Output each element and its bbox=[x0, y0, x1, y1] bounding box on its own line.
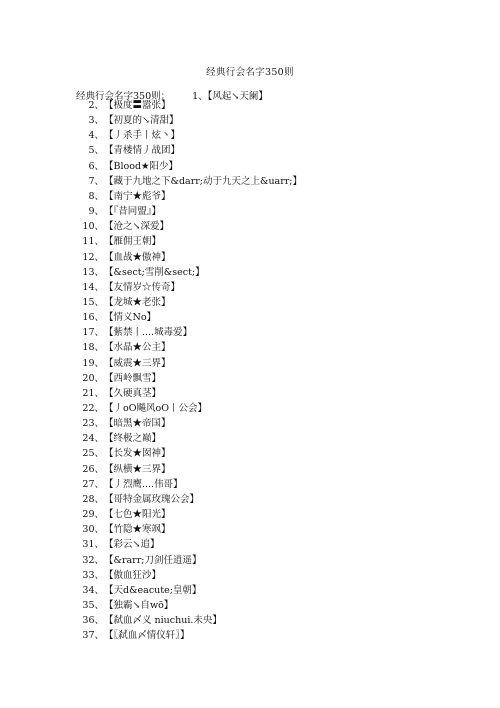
list-item-text: 【水晶★公主】 bbox=[104, 342, 171, 354]
list-item bbox=[0, 373, 161, 385]
list-item-text: 【竹隐★寒飒】 bbox=[104, 524, 171, 536]
list-item-number: 37、 bbox=[82, 630, 104, 642]
list-item bbox=[0, 358, 171, 370]
list-item bbox=[0, 282, 180, 294]
list-item-text: 【终极之巅】 bbox=[104, 433, 162, 445]
list-item bbox=[0, 570, 161, 582]
list-item-text: 【傲血狂沙】 bbox=[104, 569, 162, 581]
list-item-number: 32、 bbox=[82, 554, 104, 566]
list-item bbox=[0, 130, 180, 142]
list-item-text: 【天d&eacute;皇朝】 bbox=[104, 584, 202, 596]
list-item-text: 【沧之↘深爱】 bbox=[104, 221, 169, 233]
list-item-number: 10、 bbox=[82, 221, 104, 233]
list-item bbox=[0, 509, 171, 521]
list-item-number: 20、 bbox=[82, 372, 104, 384]
list-item bbox=[0, 145, 180, 157]
list-item-number: 14、 bbox=[82, 281, 104, 293]
list-item-text: 【长发★囡神】 bbox=[104, 448, 171, 460]
list-item bbox=[0, 600, 173, 612]
list-item-number: 22、 bbox=[82, 403, 104, 414]
list-item bbox=[0, 555, 201, 567]
list-item bbox=[0, 585, 201, 597]
list-item bbox=[0, 221, 169, 233]
list-item bbox=[0, 418, 171, 430]
list-item-number: 31、 bbox=[82, 539, 104, 551]
list-item-text: 【雁佣王朝】 bbox=[104, 236, 162, 248]
list-item bbox=[0, 267, 205, 279]
list-item-text: 【彩云↘追】 bbox=[104, 539, 160, 551]
list-item-number: 19、 bbox=[82, 357, 104, 369]
list-item-text: 【纵横★三界】 bbox=[104, 463, 171, 475]
list-item-number: 4、 bbox=[88, 130, 104, 142]
list-item bbox=[0, 115, 178, 127]
list-item-text: 【Blood★阳少】 bbox=[104, 160, 179, 172]
list-item bbox=[0, 297, 171, 309]
list-item-number: 13、 bbox=[82, 266, 104, 278]
list-item bbox=[0, 403, 207, 415]
list-item bbox=[0, 524, 171, 536]
list-item bbox=[0, 327, 192, 339]
list-item-number: 6、 bbox=[88, 160, 104, 172]
list-item bbox=[0, 479, 183, 491]
list-item-text: 【南宁★彪爷】 bbox=[104, 190, 171, 202]
list-item-text: 【极度〓嚣张】 bbox=[104, 100, 171, 111]
list-item bbox=[0, 206, 161, 218]
list-item-number: 36、 bbox=[82, 615, 104, 627]
list-item bbox=[0, 388, 161, 400]
list-item-text: 【弑血〆义 niuchui.未央】 bbox=[104, 615, 222, 627]
list-item-number: 33、 bbox=[82, 569, 104, 581]
list-item-number: 21、 bbox=[82, 387, 104, 399]
list-item-text: 【西岭飘雪】 bbox=[104, 372, 162, 384]
list-item-number: 30、 bbox=[82, 524, 104, 536]
list-item-number: 8、 bbox=[88, 190, 104, 202]
list-item bbox=[0, 448, 171, 460]
list-item bbox=[0, 312, 156, 324]
list-item-number: 16、 bbox=[82, 312, 104, 324]
list-item bbox=[0, 176, 302, 188]
list-item bbox=[0, 191, 171, 203]
list-item-text: 【血战★傲神】 bbox=[104, 251, 171, 263]
list-item-number: 28、 bbox=[82, 493, 104, 505]
list-item bbox=[0, 433, 161, 445]
list-item-text: 【威震★三界】 bbox=[104, 357, 171, 369]
list-item-number: 3、 bbox=[88, 115, 104, 127]
list-item-text: 【丿杀手丨炫丶】 bbox=[104, 130, 181, 142]
list-item bbox=[0, 236, 161, 248]
list-item-text: 【藏于九地之下&darr;动于九天之上&uarr;】 bbox=[104, 175, 303, 187]
list-item bbox=[0, 252, 171, 264]
list-item-text: 【『昔同盟』】 bbox=[104, 206, 162, 218]
list-item-number: 9、 bbox=[88, 206, 104, 218]
list-item-text: 【独霸↘自wō】 bbox=[104, 599, 174, 611]
list-item-number: 11、 bbox=[82, 236, 104, 248]
list-item bbox=[0, 494, 199, 506]
list-item-text: 【青楼情丿战团】 bbox=[104, 145, 181, 157]
list-item-number: 2、 bbox=[88, 100, 104, 111]
list-item-text: 【哥特金属玫瑰公会】 bbox=[104, 493, 200, 505]
list-item-number: 5、 bbox=[88, 145, 104, 157]
list-item-number: 15、 bbox=[82, 296, 104, 308]
list-item-number: 17、 bbox=[82, 327, 104, 339]
list-item-number: 29、 bbox=[82, 509, 104, 521]
list-item bbox=[0, 539, 159, 551]
list-item bbox=[0, 464, 171, 476]
list-item-number: 24、 bbox=[82, 433, 104, 445]
list-item bbox=[0, 161, 178, 173]
list-item bbox=[0, 100, 171, 112]
list-item-text: 【&sect;雪削&sect;】 bbox=[104, 266, 205, 278]
intro-label: 经典行会名字350则： bbox=[76, 91, 171, 102]
page-title: 经典行会名字350则 bbox=[206, 67, 294, 78]
list-item-text: 【情义No】 bbox=[104, 312, 157, 324]
list-item-text: 【初夏的↘清甜】 bbox=[104, 115, 179, 127]
list-item-text: 【丿oO飚风oO丨公会】 bbox=[104, 403, 208, 414]
list-item-first: 1、【风起↘天阑】 bbox=[192, 91, 268, 102]
list-item-number: 23、 bbox=[82, 418, 104, 430]
list-item bbox=[0, 342, 171, 354]
list-item-number: 27、 bbox=[82, 478, 104, 490]
list-item-number: 7、 bbox=[88, 175, 104, 187]
list-item-number: 12、 bbox=[82, 251, 104, 263]
list-item-number: 34、 bbox=[82, 584, 104, 596]
list-item-text: 【〖弑血〆情仪轩〗】 bbox=[104, 630, 190, 642]
list-item-text: 【龙城★老张】 bbox=[104, 296, 171, 308]
list-item-text: 【七色★阳光】 bbox=[104, 509, 171, 521]
list-item-text: 【&rarr;刀剑任逍遥】 bbox=[104, 554, 202, 566]
list-item-text: 【暗黑★帝国】 bbox=[104, 418, 171, 430]
list-item-text: 【丿烈鹰....伟哥】 bbox=[104, 478, 183, 490]
list-item-text: 【久硬真茎】 bbox=[104, 387, 162, 399]
list-item-number: 26、 bbox=[82, 463, 104, 475]
list-item-number: 25、 bbox=[82, 448, 104, 460]
list-item bbox=[0, 615, 222, 627]
list-item-number: 18、 bbox=[82, 342, 104, 354]
list-item-number: 35、 bbox=[82, 599, 104, 611]
list-item bbox=[0, 630, 190, 642]
list-item-text: 【紫禁丨....城毒爱】 bbox=[104, 327, 193, 339]
list-item-text: 【友情岁☆传奇】 bbox=[104, 281, 181, 293]
